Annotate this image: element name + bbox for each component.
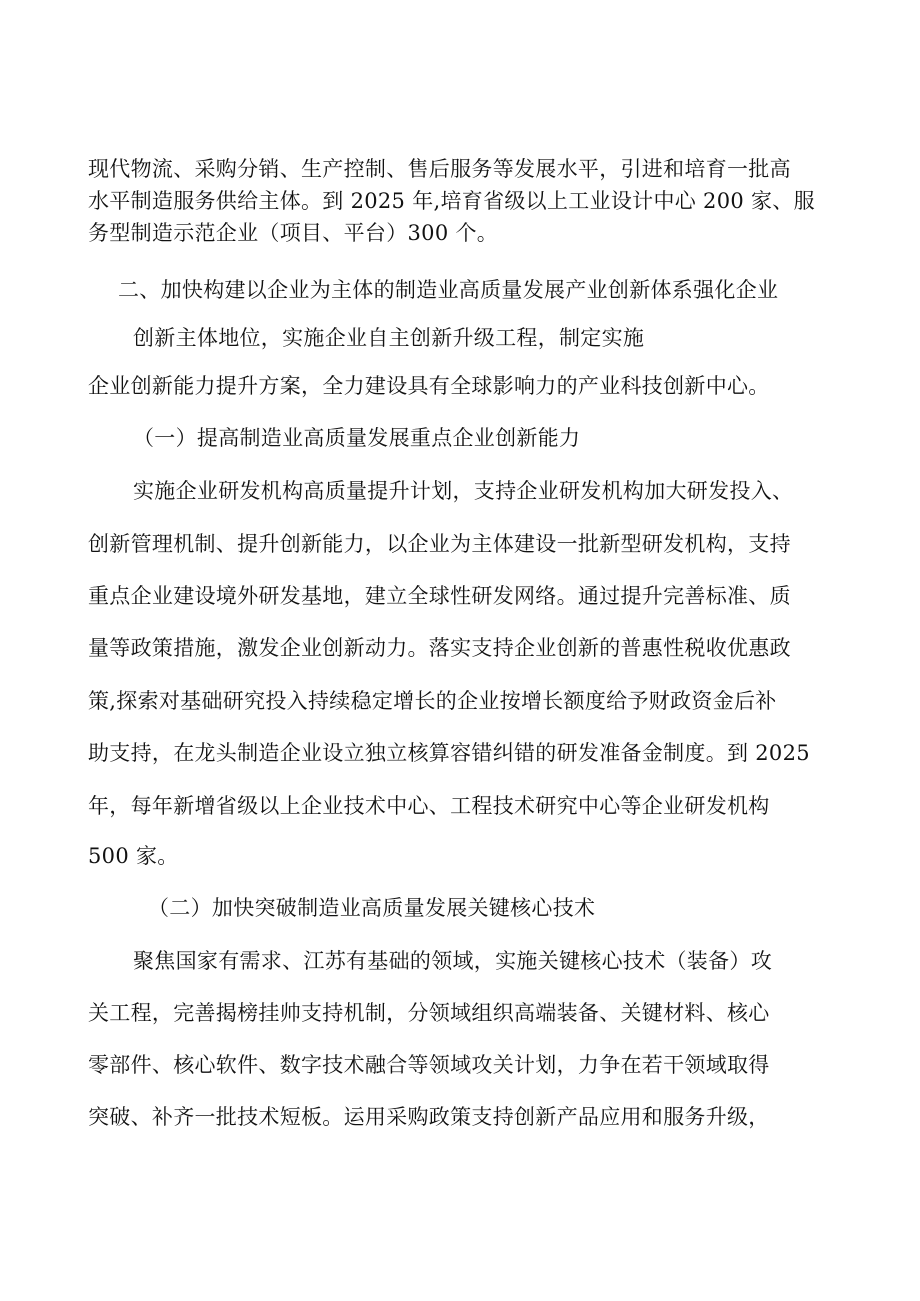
subsection-one-line-1: 实施企业研发机构高质量提升计划，支持企业研发机构加大研发投入、 bbox=[133, 479, 794, 503]
subsection-two-line-4: 突破、补齐一批技术短板。运用采购政策支持创新产品应用和服务升级， bbox=[88, 1105, 770, 1129]
subsection-one-line-4: 量等政策措施，激发企业创新动力。落实支持企业创新的普惠性税收优惠政 bbox=[88, 636, 791, 660]
intro-line-1: 现代物流、采购分销、生产控制、售后服务等发展水平，引进和培育一批高 bbox=[88, 157, 791, 181]
subsection-two-heading: （二）加快突破制造业高质量发展关键核心技术 bbox=[148, 896, 596, 920]
intro-line-3: 务型制造示范企业（项目、平台）300 个。 bbox=[88, 221, 499, 245]
subsection-two-line-1: 聚焦国家有需求、江苏有基础的领域，实施关键核心技术（装备）攻 bbox=[133, 949, 772, 973]
section-two-intro-line-2: 企业创新能力提升方案，全力建设具有全球影响力的产业科技创新中心。 bbox=[88, 374, 770, 398]
subsection-one-line-6: 助支持，在龙头制造企业设立独立核算容错纠错的研发准备金制度。到 2025 bbox=[88, 741, 810, 765]
subsection-one-line-5: 策,探索对基础研究投入持续稳定增长的企业按增长额度给予财政资金后补 bbox=[88, 689, 777, 713]
subsection-one-line-2: 创新管理机制、提升创新能力，以企业为主体建设一批新型研发机构，支持 bbox=[88, 532, 791, 556]
section-two-heading: 二、加快构建以企业为主体的制造业高质量发展产业创新体系强化企业 bbox=[118, 278, 779, 302]
subsection-two-line-3: 零部件、核心软件、数字技术融合等领域攻关计划，力争在若干领域取得 bbox=[88, 1053, 770, 1077]
subsection-one-line-7: 年，每年新增省级以上企业技术中心、工程技术研究中心等企业研发机构 bbox=[88, 794, 770, 818]
intro-line-2: 水平制造服务供给主体。到 2025 年,培育省级以上工业设计中心 200 家、服 bbox=[88, 189, 815, 213]
subsection-one-line-8: 500 家。 bbox=[88, 844, 179, 868]
subsection-two-line-2: 关工程，完善揭榜挂帅支持机制，分领域组织高端装备、关键材料、核心 bbox=[88, 1001, 770, 1025]
section-two-intro-line-1: 创新主体地位，实施企业自主创新升级工程，制定实施 bbox=[133, 326, 645, 350]
subsection-one-heading: （一）提高制造业高质量发展重点企业创新能力 bbox=[133, 426, 581, 450]
subsection-one-line-3: 重点企业建设境外研发基地，建立全球性研发网络。通过提升完善标准、质 bbox=[88, 584, 791, 608]
